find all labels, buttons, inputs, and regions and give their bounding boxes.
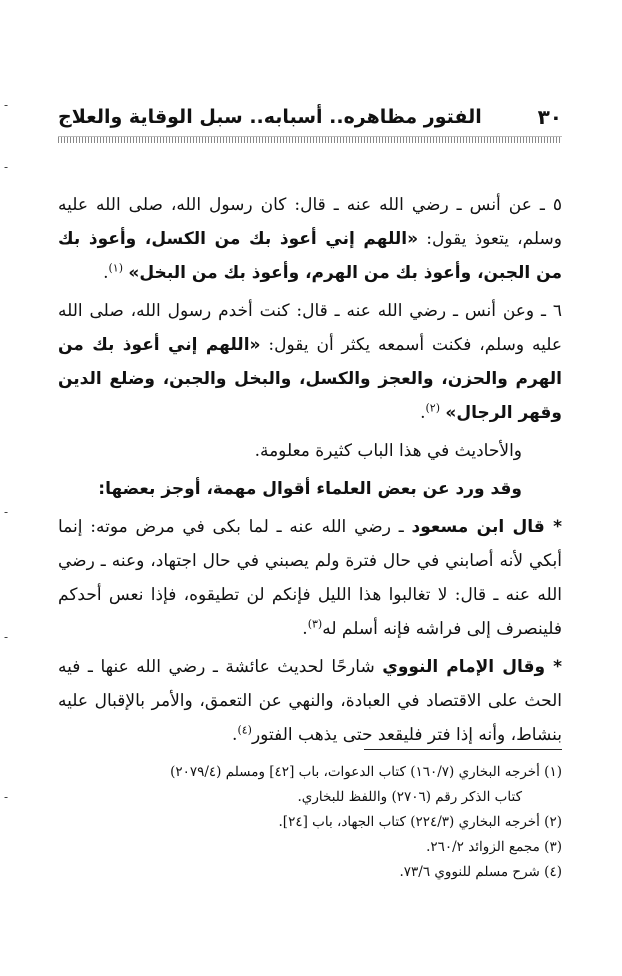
footnote-text: أخرجه البخاري (٢٢٤/٣) كتاب الجهاد، باب [٢٤]. [278, 814, 540, 830]
paragraph-text: ـ رضي الله عنه ـ لما بكى في مرض موته: إنما أبكي لأنه أصابني في حال فترة ولم يصبني في حال اجتهاد، وعنه ـ رضي الله عنه ـ قال: لا تغالبوا هذا الليل فإنكم لن تطيقوه، فإذا نعس أحدكم فلينصرف إلى فراشه فإنه أسلم له [58, 517, 562, 639]
footnote-1 [58, 760, 562, 785]
footnote-text: أخرجه البخاري (١٦٠/٧) كتاب الدعوات، باب [٤٢] ومسلم (٢٠٧٩/٤) [170, 764, 540, 780]
footnote-number: (٤) [544, 864, 562, 880]
running-title: الفتور مظاهره.. أسبابه.. سبل الوقاية والعلاج [58, 106, 482, 128]
paragraph-text: شارحًا لحديث عائشة ـ رضي الله عنها ـ فيه الحث على الاقتصاد في العبادة، والنهي عن التعمق، والأمر بالإقبال عليه بنشاط، وأنه إذا فتر فليقعد حتى يذهب الفتور [58, 657, 562, 745]
footnote-ref: (٣) [307, 617, 323, 631]
saying-lead: * وقال الإمام النووي [382, 657, 562, 677]
margin-mark: - [4, 160, 9, 174]
paragraph-text: ٦ ـ وعن أنس ـ رضي الله عنه ـ قال: كنت أخدم رسول الله، صلى الله عليه وسلم، فكنت أسمعه يكثر أن يقول: [58, 301, 562, 355]
paragraph-summary: والأحاديث في هذا الباب كثيرة معلومة. [254, 441, 522, 461]
footnote-text: شرح مسلم للنووي ٧٣/٦. [399, 864, 540, 880]
header-rule [58, 136, 562, 143]
margin-mark: - [4, 98, 9, 112]
paragraph-ibn-masud [58, 510, 562, 646]
footnotes [58, 760, 562, 885]
sentence-end: . [420, 403, 426, 423]
sentence-end: . [103, 263, 109, 283]
footnote-ref: (٢) [425, 401, 441, 415]
footnote-4 [58, 860, 562, 885]
hadith-quote: «اللهم إني أعوذ بك من الهرم والحزن، والعجز والكسل، والبخل والجبن، وضلع الدين وقهر الرجال» [58, 335, 562, 423]
hadith-quote: «اللهم إني أعوذ بك من الكسل، وأعوذ بك من الجبن، وأعوذ بك من الهرم، وأعوذ بك من البخل» [58, 229, 562, 283]
footnote-3 [58, 835, 562, 860]
page-header [58, 101, 562, 133]
footnote-ref: (١) [108, 261, 123, 275]
page-number: ٣٠ [537, 105, 562, 129]
footnote-ref: (٤) [237, 723, 252, 737]
paragraph-hadith-5 [58, 188, 562, 290]
margin-mark: - [4, 790, 9, 804]
footnote-2 [58, 810, 562, 835]
footnote-separator [364, 749, 562, 750]
margin-mark: - [4, 630, 9, 644]
footnote-number: (٣) [544, 839, 562, 855]
footnote-1-continuation: كتاب الذكر رقم (٢٧٠٦) واللفظ للبخاري. [297, 789, 522, 805]
sentence-end: . [232, 725, 238, 745]
sentence-end: . [302, 619, 308, 639]
saying-lead: * قال ابن مسعود [411, 517, 562, 537]
paragraph-nawawi [58, 650, 562, 752]
margin-mark: - [4, 505, 9, 519]
paragraph-hadith-6 [58, 294, 562, 430]
paragraph-intro-sayings: وقد ورد عن بعض العلماء أقوال مهمة، أوجز بعضها: [98, 479, 522, 499]
footnote-number: (١) [544, 764, 562, 780]
paragraph-text: ٥ ـ عن أنس ـ رضي الله عنه ـ قال: كان رسول الله، صلى الله عليه وسلم، يتعوذ يقول: [58, 195, 563, 249]
body-text [58, 188, 562, 756]
footnote-number: (٢) [544, 814, 562, 830]
footnote-text: مجمع الزوائد ٢٦٠/٢. [426, 839, 540, 855]
